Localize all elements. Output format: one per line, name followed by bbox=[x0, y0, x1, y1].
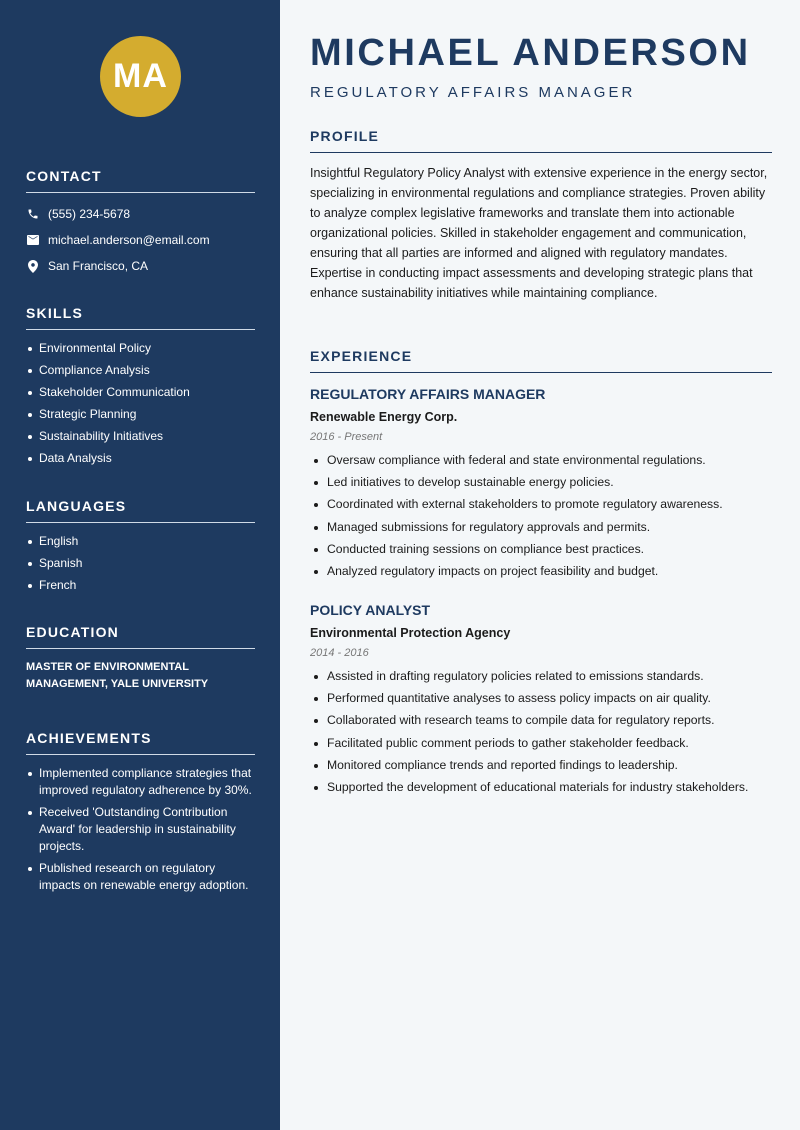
job-title: REGULATORY AFFAIRS MANAGER bbox=[310, 386, 546, 402]
languages-list bbox=[26, 533, 255, 594]
phone-icon bbox=[26, 207, 40, 221]
job-bullet: Oversaw compliance with federal and state environmental regulations. bbox=[310, 452, 772, 469]
candidate-name: MICHAEL ANDERSON bbox=[310, 32, 751, 74]
location-text: San Francisco, CA bbox=[48, 259, 149, 273]
education-heading: EDUCATION bbox=[26, 624, 255, 649]
location-pin-icon bbox=[26, 259, 40, 273]
skill-item: Stakeholder Communication bbox=[26, 384, 255, 401]
job-bullet: Assisted in drafting regulatory policies related to emissions standards. bbox=[310, 668, 772, 685]
job-title: POLICY ANALYST bbox=[310, 602, 431, 618]
achievements-section bbox=[26, 730, 255, 899]
job-dates: 2016 - Present bbox=[310, 431, 383, 443]
language-item: English bbox=[26, 533, 255, 550]
contact-heading: CONTACT bbox=[26, 168, 255, 193]
candidate-title: REGULATORY AFFAIRS MANAGER bbox=[310, 84, 636, 101]
skill-item: Sustainability Initiatives bbox=[26, 428, 255, 445]
job-bullet: Supported the development of educational materials for industry stakeholders. bbox=[310, 779, 772, 796]
contact-email bbox=[26, 227, 255, 253]
skill-item: Strategic Planning bbox=[26, 406, 255, 423]
job-bullets bbox=[310, 668, 772, 796]
job-bullet: Analyzed regulatory impacts on project feasibility and budget. bbox=[310, 563, 772, 580]
job-bullet: Performed quantitative analyses to assess policy impacts on air quality. bbox=[310, 690, 772, 707]
phone-text: (555) 234-5678 bbox=[48, 207, 131, 221]
skills-list bbox=[26, 340, 255, 467]
job-entry bbox=[310, 386, 772, 585]
job-bullet: Managed submissions for regulatory approvals and permits. bbox=[310, 519, 772, 536]
language-item: French bbox=[26, 577, 255, 594]
job-bullet: Facilitated public comment periods to gather stakeholder feedback. bbox=[310, 735, 772, 752]
email-text: michael.anderson@email.com bbox=[48, 233, 210, 247]
language-item: Spanish bbox=[26, 555, 255, 572]
achievements-heading: ACHIEVEMENTS bbox=[26, 730, 255, 755]
contact-location bbox=[26, 253, 255, 279]
job-entry bbox=[310, 602, 772, 801]
skill-item: Data Analysis bbox=[26, 450, 255, 467]
achievement-item: Implemented compliance strategies that improved regulatory adherence by 30%. bbox=[26, 765, 255, 799]
achievements-list bbox=[26, 765, 255, 894]
skill-item: Compliance Analysis bbox=[26, 362, 255, 379]
education-degree: MASTER OF ENVIRONMENTAL MANAGEMENT, YALE UNIVERSITY bbox=[26, 661, 209, 690]
experience-heading: EXPERIENCE bbox=[310, 348, 772, 373]
job-bullet: Led initiatives to develop sustainable energy policies. bbox=[310, 474, 772, 491]
job-bullets bbox=[310, 452, 772, 580]
profile-heading: PROFILE bbox=[310, 128, 772, 153]
languages-heading: LANGUAGES bbox=[26, 498, 255, 523]
achievement-item: Received 'Outstanding Contribution Award' for leadership in sustainability projects. bbox=[26, 804, 255, 855]
languages-section bbox=[26, 498, 255, 599]
avatar: MA bbox=[100, 36, 181, 117]
job-company: Environmental Protection Agency bbox=[310, 626, 511, 640]
job-bullet: Monitored compliance trends and reported findings to leadership. bbox=[310, 757, 772, 774]
profile-text: Insightful Regulatory Policy Analyst with extensive experience in the energy sector, specializing in environmental regulations and compliance strategies. Proven ability to analyze complex legislative frameworks and translate them into actionable organizational policies. Skilled in stakeholder engagement and communication, ensuring that all parties are informed and aligned with regulatory mandates. Expertise in conducting impact assessments and developing strategic plans that enhance sustainability initiatives while maintaining compliance. bbox=[310, 166, 768, 300]
education-section bbox=[26, 624, 255, 693]
job-company: Renewable Energy Corp. bbox=[310, 410, 458, 424]
job-bullet: Collaborated with research teams to compile data for regulatory reports. bbox=[310, 712, 772, 729]
job-dates: 2014 - 2016 bbox=[310, 647, 369, 659]
job-bullet: Coordinated with external stakeholders to promote regulatory awareness. bbox=[310, 496, 772, 513]
contact-phone bbox=[26, 201, 255, 227]
skills-heading: SKILLS bbox=[26, 305, 255, 330]
skills-section bbox=[26, 305, 255, 472]
sidebar bbox=[0, 0, 280, 1130]
contact-section bbox=[26, 168, 255, 279]
skill-item: Environmental Policy bbox=[26, 340, 255, 357]
achievement-item: Published research on regulatory impacts on renewable energy adoption. bbox=[26, 860, 255, 894]
job-bullet: Conducted training sessions on compliance best practices. bbox=[310, 541, 772, 558]
email-icon bbox=[26, 233, 40, 247]
